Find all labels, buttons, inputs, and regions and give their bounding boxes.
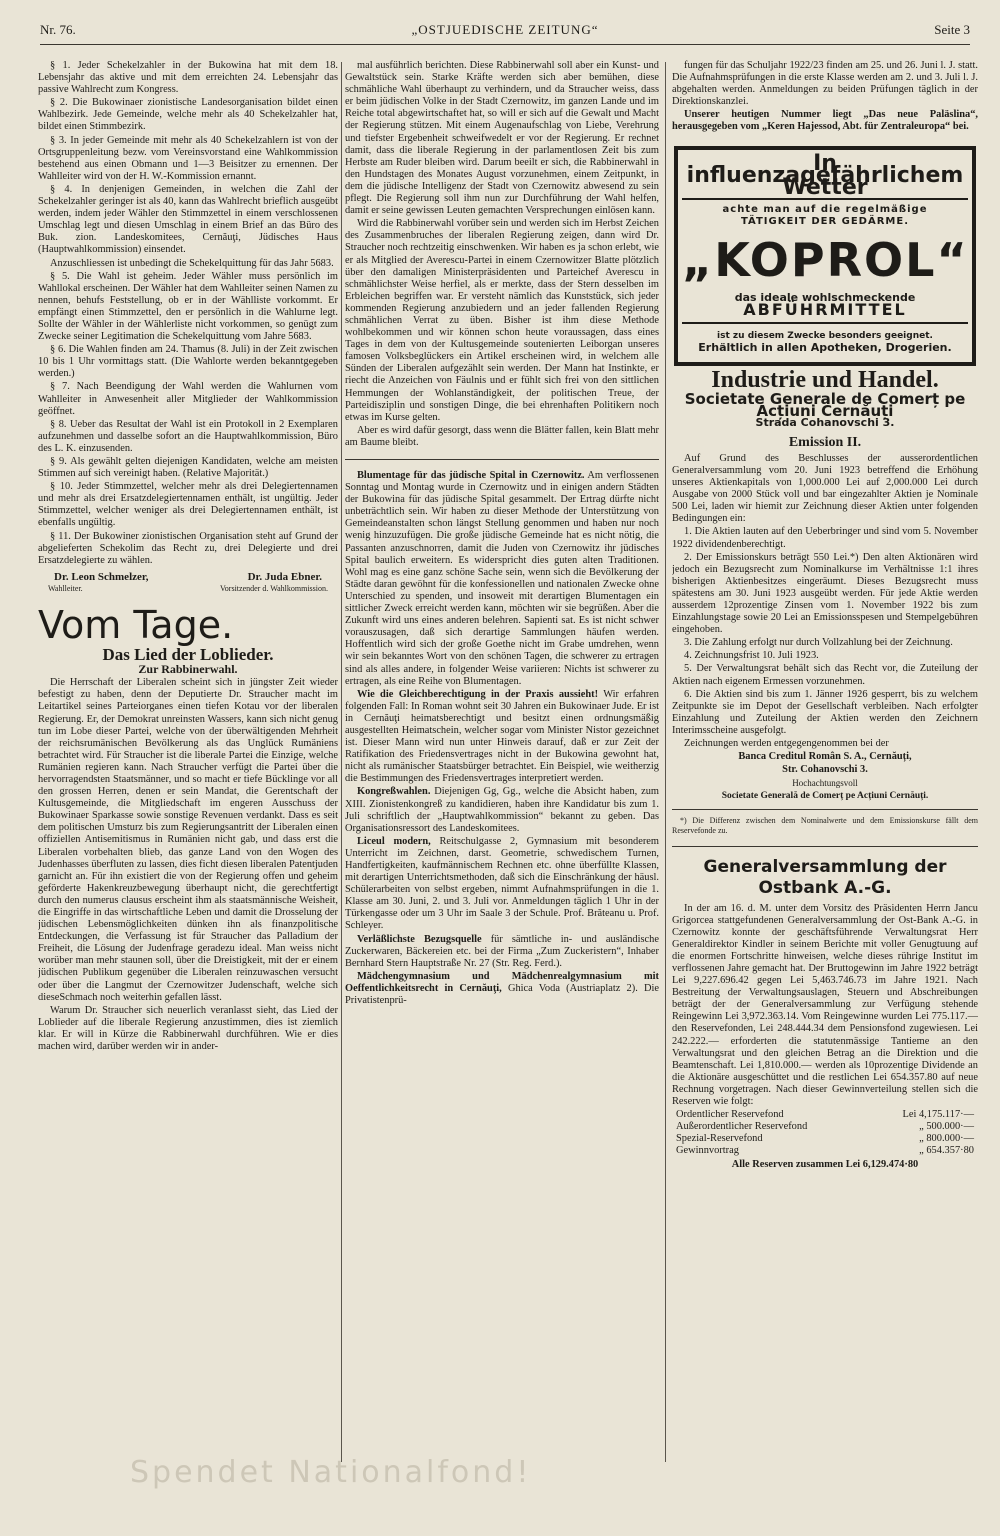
exam-notice-continued: fungen für das Schuljahr 1922/23 finden am 25. und 26. Juni l. J. statt. Die Aufnahmsprüfungen in die erste Klasse werden am 2. und 3. Juli l. J. abgehalten werden. Anmeldungen zu beiden Prüfungen täglich in der Direktionskanzlei.	[672, 60, 978, 108]
news-item-kongresswahlen	[345, 786, 659, 834]
column-1	[38, 60, 338, 1468]
signature-roles	[38, 583, 338, 595]
item-text: Ghica Voda (Austriaplatz 2). Die Privatistenprü-	[345, 982, 659, 1007]
issue-number: Nr. 76.	[40, 22, 76, 37]
rule-paragraph: § 3. In jeder Gemeinde mit mehr als 40 Schekelzahlern ist von der Ortsgruppenleitung bezw. vom Vereinsvorstand eine Wahlkommission bestehend aus einen Obmann und 1—3 Beisitzer zu ernennen. Der Wahlleiter wird von der H. W.-Kommission ernannt.	[38, 134, 338, 182]
condition-paragraph: 3. Die Zahlung erfolgt nur durch Vollzahlung bei der Zeichnung.	[684, 637, 953, 649]
divider	[672, 809, 978, 810]
item-title: Mädchengymnasium und Mädchenrealgymnasium mit Oeffentlichkeitsrecht in Cernăuţi,	[345, 970, 659, 994]
role-right: Vorsitzender d. Wahlkommission.	[220, 583, 328, 593]
rule-paragraph: § 5. Die Wahl ist geheim. Jeder Wähler muss persönlich im Wahllokal erscheinen. Der Wähler hat dem Wahlleiter seinen Namen zu nennen, behufs Feststellung, ob er in der Wählliste vorkommt. Er empfängt einen Stimmzettel, den er persönlich in die Wahlurne legt. Sollte der Wähler in der Wählerliste nicht vorkommen, so genügt zum Zwecke seiner Legitimation die Schekelquittung vom Jahre 5683.	[38, 270, 338, 343]
ostbank-title: Generalversammlung der Ostbank A.-G.	[703, 856, 947, 898]
article-paragraph: Warum Dr. Straucher sich neuerlich veranlasst sieht, das Lied der Loblieder auf die liberale Regierung anzustimmen, dies ist ziemlich klar. Er will in Kürze die Rabbinerwahl durchführen. Wie er dies machen wird, darüber werden wir in ander-	[38, 1004, 338, 1053]
rule-paragraph: § 4. In denjenigen Gemeinden, in welchen die Zahl der Schekelzahler geringer ist als 40, kann das Wahlrecht brieflich ausgeübt werden, indem jeder Wähler den Stimmzettel in einem verschlossenen Umschlag legt und diesen Umschlag in einem Brief an das Büro des Buk. zion. Landeskomitees, Cernăuţi, Jüdisches Haus (Hauptwahlkommission) einsendet.	[38, 183, 338, 256]
supplement-notice: Unserer heutigen Nummer liegt „Das neue Paläslina“, herausgegeben vom „Keren Hajessod, Abt. für Zentraleuropa“ bei.	[672, 109, 978, 133]
news-item-bezugsquelle	[345, 934, 659, 970]
reserve-table	[672, 1109, 978, 1157]
item-title: Wie die Gleichberechtigung in der Praxis aussieht!	[357, 688, 599, 700]
condition-paragraph: Zeichnungen werden entgegengenommen bei der	[684, 738, 889, 750]
page-number: Seite 3	[934, 22, 970, 37]
koprol-advertisement	[674, 146, 976, 367]
company-address: Strada Cohanovschi 3.	[755, 415, 895, 429]
item-title: Liceul modern,	[357, 835, 431, 847]
ad-line: ist zu diesem Zwecke besonders geeignet.	[717, 331, 933, 342]
condition-paragraph: 2. Der Emissionskurs beträgt 550 Lei.*) Den alten Aktionären wird jedoch ein Bezugsrecht zum Nominalkurse im Verhältnisse 1:1 ihres bisherigen Aktienbesitzes eingeräumt. Dieses Bezugsrecht muss spätestens am 30. Juni 1923 ausgeübt werden. Für jede Aktie werden ausserdem 12prozentige Zinsen vom 1. November 1922 bis zum Einzahlungstage sowie 20 Lei an Emissionsspesen und Stempelgebühren eingehoben.	[672, 551, 978, 636]
column-divider	[341, 62, 342, 1462]
rule-paragraph: § 6. Die Wahlen finden am 24. Thamus (8. Juli) in der Zeit zwischen 10 bis 1 Uhr vormittags statt. (Die Wahlorte werden bekanntgegeben werden.)	[38, 344, 338, 380]
company-name: Societate Generale de Comerț pe Acțiuni Cernăuți	[684, 389, 966, 420]
reserve-row	[672, 1109, 978, 1121]
reserve-total: Alle Reserven zusammen Lei 6,129.474·80	[731, 1159, 919, 1171]
rule-paragraph: § 9. Als gewählt gelten diejenigen Kandidaten, welche am meisten Stimmen auf sich vereinigt haben. (Relative Majorität.)	[38, 456, 338, 480]
reserve-name: Ordentlicher Reservefond	[676, 1109, 784, 1121]
bank-name: Banca Creditul Român S. A., Cernăuți,	[738, 751, 912, 763]
ad-line: TÄTIGKEIT DER GEDÄRME.	[740, 215, 910, 227]
article-paragraph: Wird die Rabbinerwahl vorüber sein und werden sich im Herbst Zeichen des Zusammenbruches der liberalen Regierung zeigen, dann wird Dr. Straucher noch rechtzeitig einschwenken. Wir haben es ja schon erlebt, wie er als Mitglied der Averescu-Partei in einem Czernowitzer Blatte plötzlich über den damaligen Ministerpräsidenten und Parteichef Averescu in schmählichster Weise herfiel, als er merkte, dass der Stern desselben im Erbleichen begriffen war. Er versteht nämlich das Kunststück, sich jeder kommenden Regierung anzubiedern und an jeder fallenden Regierung schmählichen Verrat zu üben. Bisher ist ihm diese Methode wohlbekommen und wir können schon heute voraussagen, dass eines Tages in dem von der Kultusgemeinde soutenierten Leiborgan unseres famosen Volksbeglückers ein Artikel erscheinen wird, in welchem alle Sünden der Liberalen aufgezählt sein werden. Der Mann hat Instinkte, er riecht die Anzeichen von Fäulnis und er fühlt sich frei von den sittlichen Hemmungen der Wohlanständigkeit, der politischen Treue, der Parteidisziplin und sonstigen Dinge, die bei ehrenhaften Politikern noch etwas im Kurse gelten.	[345, 218, 659, 423]
rule-paragraph: § 11. Der Bukowiner zionistischen Organisation steht auf Grund der abgelieferten Schekolim das Recht zu, drei Delegierte und drei Ersatzdelegierte zu wählen.	[38, 530, 338, 566]
article-subtitle: Zur Rabbinerwahl.	[138, 662, 238, 677]
section-heading-industrie: Industrie und Handel.	[711, 367, 939, 394]
item-title: Kongreßwahlen.	[357, 786, 431, 798]
condition-paragraph: 4. Zeichnungsfrist 10. Juli 1923.	[684, 650, 819, 662]
rule-paragraph: Anzuschliessen ist unbedingt die Schekelquittung für das Jahr 5683.	[50, 257, 334, 269]
rule-paragraph: § 2. Die Bukowinaer zionistische Landesorganisation bildet einen Wahlbezirk. Jede Gemeinde, welche mehr als 40 Schekelzahler hat, bildet einen Stimmbezirk.	[38, 97, 338, 133]
condition-paragraph: 1. Die Aktien lauten auf den Ueberbringer und sind vom 5. November 1922 dividendenberechtigt.	[672, 526, 978, 550]
ad-availability: Erhältlich in allen Apotheken, Drogerien.	[698, 341, 952, 355]
reserve-value: „ 800.000·—	[919, 1133, 974, 1145]
signatures	[38, 571, 338, 583]
newspaper-title: „OSTJUEDISCHE ZEITUNG“	[411, 22, 599, 37]
rule-paragraph: § 10. Jeder Stimmzettel, welcher mehr als drei Delegiertennamen und mehr als drei Ersatzdelegiertennamen enthält, ist ungültig. Jeder Stimmzettel, welcher weniger als drei Delegiertennamen enthält, ist ebenfalls ungültig.	[38, 481, 338, 529]
ostbank-report: In der am 16. d. M. unter dem Vorsitz des Präsidenten Herrn Jancu Grigorcea stattgefundenen Generalversammlung der Ost-Bank A.-G. in Czernowitz konnte der geschäftsführende Verwaltungsrat Herr Generaldirektor Kindler in seinem Berichte mit voller Genugtuung auf die enormen Fortschritte hinweisen, welche dieses rührige Institut im verflossenen Jahre gemacht hat. Der Bruttogewinn im Jahre 1922 beträgt Lei 9,227.696.42 gegen Lei 5,463.746.73 im Jahre 1921. Nach Bestreitung der Verwaltungsauslagen, Steuern und Abschreibungen beträgt der der Generalversammlung zur Verfügung stehende Reingewinn Lei 3,972.363.14. Vom Reingewinne wurden Lei 775.117.— den Reservefonden, Lei 248.444.34 dem Pensionsfond zugewiesen. Lei 242.222.— erforderten die statutenmässige Tantieme an den Verwaltungsrat und den gleichen Betrag an die Direktion und die Beamtenschaft. Lei 1,810.000.— werden als 10prozentige Dividende an die Aktionäre ausgeschüttet und die restlichen Lei 654.357.80 auf neue Rechnung vorgetragen. Nach dieser Gewinnverteilung stellen sich die Reserven wie folgt:	[672, 902, 978, 1107]
item-title: Blumentage für das jüdische Spital in Czernowitz.	[357, 470, 585, 481]
company-signature: Societate Generală de Comerț pe Acțiuni Cernăuți.	[721, 791, 929, 802]
article-paragraph: Die Herrschaft der Liberalen scheint sich in jüngster Zeit wieder befestigt zu haben, denn der Deputierte Dr. Straucher macht im Leitartikel seines Parteiorganes einen tiefen Kotau vor der liberalen Regierung. Er, der Demokrat unreinsten Wassers, kann sich nicht genug tun im Lobe dieser Partei, welche von der überwältigenden Mehrheit der reichsrumänischen Bevölkerung als das Unglück Rumäniens betrachtet wird. Für Straucher ist die liberale Partei die Einzige, welche Rumänien regieren kann. Nach Straucher verfügt die Partei über die hervorragendsten Staatsmänner, und so macht er tiefe Bücklinge vor all den grossen Herren, denen er sein Mandat, die Gerentschaft der Kultusgemeinde, die Mitgliedschaft im engeren Ausschuss der Bukowinaer Sparkasse sowie sonstige Revenuen verdankt. Dass es seit dem politischen Umsturz bis zum Regierungsantritt der Liberalen einen offiziellen Antisemitismus in Rumänien nicht gab, und dass erst die Liberalen vorbehalten blieb, das ganze Land von den Wogen des Judenhasses überfluten zu lassen, dies ficht diesen liberalen Patentjuden garnicht an. Für ihn existiert die von der Regierung offen und geheim geförderte Hakenkreuzbewegung überhaupt nicht, die gerechtfertigt durch den numerus clausus erscheint ihm als staatsmännische Weisheit, die Eingriffe in das wirtschaftliche Leben und damit die Drosselung der jüdischen Lebensmöglichkeiten dünken ihn als finanzpolitische Entdeckungen, die Verfassung ist für Straucher das Palladium der Freiheit, die Lösung der Judenfrage geradezu ideal. Man weiss nicht worüber man mehr staunen soll, über die Dreistigkeit, mit der er einem jüdischen Publikum gegenüber die Liberalen reinzuwaschen versucht oder über die Langmut der Czernowitzer Judenschaft, welche sich dieseSchmach noch weiterhin gefallen lässt.	[38, 677, 338, 1003]
footnote: *) Die Differenz zwischen dem Nominalwerte und dem Emissionskurse fällt dem Reservefonde zu.	[672, 815, 978, 835]
signature-right: Dr. Juda Ebner.	[247, 570, 322, 583]
rule-paragraph: § 1. Jeder Schekelzahler in der Bukowina hat mit dem 18. Lebensjahr das aktive und mit dem erreichten 24. Lebensjahr das passive Wahlrecht zum Kongress.	[38, 60, 338, 96]
item-title: Verläßlichste Bezugsquelle	[357, 933, 482, 945]
signature-left: Dr. Leon Schmelzer,	[54, 570, 149, 583]
column-2	[345, 60, 659, 1470]
reserve-name: Außerordentlicher Reservefond	[676, 1121, 808, 1133]
ad-brand: „KOPROL“	[682, 233, 969, 288]
article-title: Das Lied der Loblieder.	[102, 645, 274, 665]
reserve-name: Gewinnvortrag	[676, 1145, 739, 1157]
ad-line: das ideale wohlschmeckende	[734, 291, 916, 305]
condition-paragraph: 6. Die Aktien sind bis zum 1. Jänner 1926 gesperrt, bis zu welchem Zeitpunkte sie im Depot der Gesellschaft verbleiben. Nach erfolgter Einzahlung und Zuteilung der Aktien werden den Zeichnern Interimsscheine ausgefolgt.	[672, 688, 978, 736]
section-heading-vom-tage: Vom Tage.	[38, 603, 234, 648]
role-left: Wahlleiter.	[48, 583, 83, 593]
bleed-through-text: Spendet Nationalfond!	[130, 1455, 532, 1490]
article-paragraph: Aber es wird dafür gesorgt, dass wenn die Blätter fallen, kein Blatt mehr am Baume bleibt.	[345, 424, 659, 448]
item-text: für sämtliche in- und ausländische Zuckerwaren, Bäckereien etc. bei der Firma „Zum Zuckeristern“, Inhaber Bernhard Stern Hauptstraße Nr. 27 (Str. Reg. Ferd.).	[345, 933, 659, 969]
article-body	[38, 677, 338, 1053]
column-divider	[665, 62, 666, 1462]
reserve-value: „ 500.000·—	[919, 1121, 974, 1133]
reserve-row	[672, 1133, 978, 1145]
item-text: Diejenigen Gg, Gg., welche die Absicht haben, zum XIII. Zionistenkongreß zu kandidieren, haben ihre Kandidatur bis zum 1. Juli schriftlich der „Hauptwahlkommission“ bekannt zu geben. Das Organisationsressort des Landeskomitees.	[345, 786, 659, 834]
news-item-gleichberechtigung	[345, 689, 659, 786]
bank-address: Str. Cohanovschi 3.	[782, 764, 868, 776]
divider	[672, 846, 978, 847]
page-header	[40, 22, 970, 42]
ad-headline: In influenzagefährlichem Wetter	[682, 158, 968, 200]
ad-product: ABFÜHRMITTEL	[682, 304, 968, 324]
news-item-liceul	[345, 836, 659, 933]
news-item-blumentage	[345, 470, 659, 688]
condition-paragraph: 5. Der Verwaltungsrat behält sich das Recht vor, die Zuteilung der Aktien nach eigenem Ermessen vorzunehmen.	[672, 663, 978, 687]
reserve-value: Lei 4,175.117·—	[902, 1109, 974, 1121]
reserve-value: „ 654.357·80	[919, 1145, 974, 1157]
header-rule	[40, 44, 970, 45]
item-text: Reitschulgasse 2, Gymnasium mit besonderem Unterricht im Zeichnen, darst. Geometrie, schwedischem Turnen, Handfertigkeiten, kaufmännischem Rechnen etc. ohne überfüllte Klassen, mit derartigen Unterrichtsmethoden, daß sich die Einschränkung der häusl. Schülerarbeiten von selbst ergeben, nimmt Aufnahmsprüfungen in die 1. Klasse am 30. Juni, 2. und 3. Juli vor. Anmeldungen täglich 1 Uhr in der Türkengasse oder um 3 Uhr im Saale 3 der Schule. Prof. Brăteanu u. Prof. Schleyer.	[345, 835, 659, 932]
column-3	[672, 60, 978, 1470]
emission-conditions	[672, 453, 978, 750]
article-continuation	[345, 60, 659, 449]
emission-title: Emission II.	[788, 434, 862, 450]
election-rules	[38, 60, 338, 567]
ad-line: achte man auf die regelmäßige	[722, 203, 928, 215]
article-paragraph: mal ausführlich berichten. Diese Rabbinerwahl soll aber ein Kunst- und Gewaltstück sein. Starke Kräfte werden sich aber bemühen, diese schmähliche Wahl überhaupt zu verhindern, und da Straucher weiss, dass er beim jüdischen Volke in der Stadt Czernowitz, im ganzen Lande und im Reiche total abgewirtschaftet hat, so will er sich auf die Gewalt und Macht der Regierung stützen. Mit einem Augenaufschlag von Liebe, Verehrung und tiefster Ergebenheit schweifwedelt er vor der Regierung. Er rechnet damit, dass die liberale Regierung in der parlamentlosen Zeit bis zum Herbste am Ruder bleiben wird. Darum beeilt er sich, die Rabbinerwahl in den Hundstagen des Monates August vorzunehmen, einem Zeitpunkt, in dem die jüdische Intelligenz der Stadt von Czernowitz abwesend zu sein pflegt. Die Regierung soll ihm nun zur Durchführung der Wahl helfen, damit er seine gewissen Leuten gemachten Versprechungen einlösen kann.	[345, 60, 659, 217]
item-text: Wir erfahren folgenden Fall: In Roman wohnt seit 30 Jahren ein Bukowinaer Jude. Er ist in Cernăuţi heimatsberechtigt und besitzt einen ordnungsmäßig ausgestellten Heimatschein, welcher sogar vom Minister Nistor gezeichnet ist. Dieser Mann wird nun unter Hinweis darauf, daß er zur Zeit der Ratifikation des Friedensvertrages nicht in der Bukowina gewohnt hat, nicht als rumänischer Staatsbürger betrachtet. Ein Beispiel, wie weitherzig die Bestimmungen des Friedensvertrages interpretiert werden.	[345, 688, 659, 785]
reserve-row	[672, 1145, 978, 1157]
reserve-row	[672, 1121, 978, 1133]
news-item-maedchengymnasium	[345, 971, 659, 1007]
item-text: Am verflossenen Sonntag und Montag wurde in Czernowitz und in einigen andern Städten der Bukowina für das jüdische Spital gesammelt. Der Ertrag dürfte nicht unbeträchtlich sein. Wir haben zu dieser Methode der Unterstützung von Gemeindeanstalten schon längst Stellung genommen und haben nur noch wenig hinzuzufügen. Die große jüdische Gemeinde hat es nicht nötig, die Passanten anzuschnorren, damit die Juden von Czernowitz ihr jüdisches Spital baulich erweitern. Es widerspricht dies guten alten Traditionen. Wohl mag es eine ganz schöne Sache sein, wenn sich die Bevölkerung der Städte daran gewöhnt für die konfessionellen und nationalen Zwecke ohne Unterschied zu spenden, und insoweit mit derartigen Blumentagen ein sittlicher Zweck erreicht werden kann, möchten wir sie begrüßen. Aber die Zukunft wird uns eines anderen belehren. Sapienti sat. Es ist nicht schwer vorauszusagen, daß sich derartige Sammlungen häufen werden. Hoffentlich wird sich der große Goethe nicht im Grabe umdrehen, wenn wir sein bekanntes Wort von den schönen Tagen, die schwerer zu ertragen sind als alles andere, in folgender Weise variieren: Nichts ist schwerer zu ertragen, als eine Reihe von Blumentagen.	[345, 470, 659, 687]
reserve-name: Spezial-Reservefond	[676, 1133, 763, 1145]
condition-paragraph: Auf Grund des Beschlusses der ausserordentlichen Generalversammlung vom 20. Juni 1923 betreffend die Erhöhung unseres Aktienkapitals von 1,000.000 Lei auf 2,000.000 Lei durch Ausgabe von 2000 Stück voll und bar eingezahlter Aktien je Nominale 500 Lei, laden wir hiemit zur Zeichnung dieser Aktien unter folgenden Bedingungen ein:	[672, 452, 978, 525]
divider	[345, 459, 659, 460]
rule-paragraph: § 7. Nach Beendigung der Wahl werden die Wahlurnen vom Wahlleiter in Anwesenheit aller Mitglieder der Wahlkommission geöffnet.	[38, 381, 338, 417]
closing: Hochachtungsvoll	[792, 778, 858, 789]
rule-paragraph: § 8. Ueber das Resultat der Wahl ist ein Protokoll in 2 Exemplaren aufzunehmen und dasselbe sofort an die Hauptwahlkommission, Büro des L. K. einzusenden.	[38, 418, 338, 454]
